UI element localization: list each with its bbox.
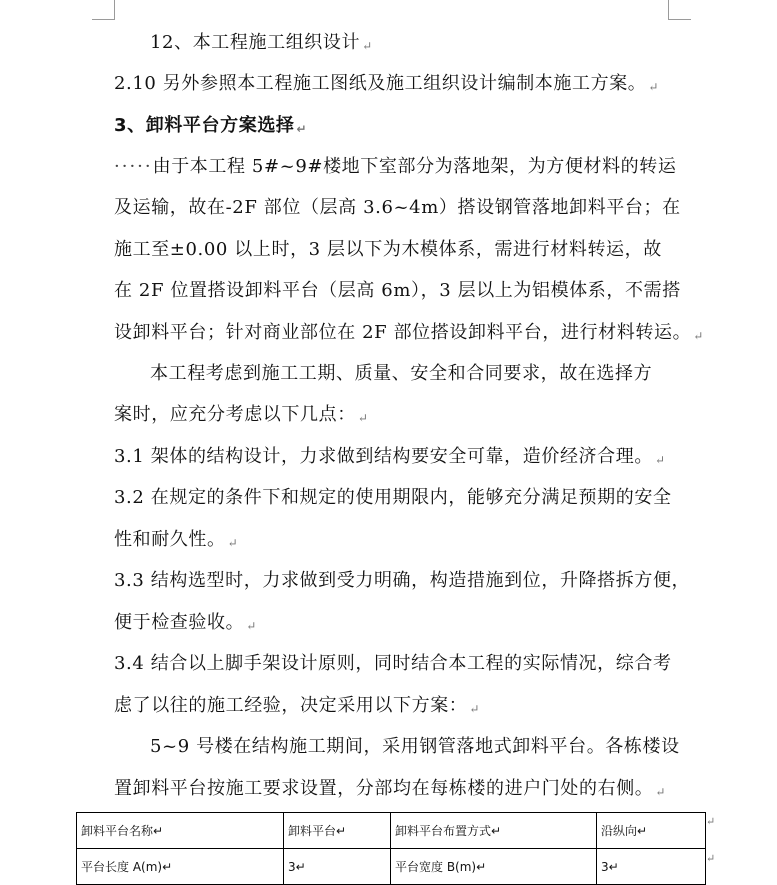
paragraph-mark-icon: ↵ bbox=[654, 453, 666, 467]
table-cell: 3↵ bbox=[597, 849, 706, 885]
paragraph-line: 设卸料平台；针对商业部位在 2F 部位搭设卸料平台，进行材料转运。 ↵ bbox=[114, 322, 704, 343]
indent-dots: ····· bbox=[114, 156, 153, 177]
row-end-mark-icon: ↵ bbox=[706, 852, 716, 865]
paragraph-line: 12、本工程施工组织设计 ↵ bbox=[150, 32, 373, 53]
paragraph-line: 便于检查验收。 ↵ bbox=[114, 612, 257, 633]
paragraph-line: 及运输，故在-2F 部位（层高 3.6~4m）搭设钢管落地卸料平台；在 bbox=[114, 197, 681, 218]
paragraph-line: 5~9 号楼在结构施工期间，采用钢管落地式卸料平台。各栋楼设 bbox=[150, 736, 680, 757]
table-cell: 平台长度 A(m)↵ bbox=[77, 849, 284, 885]
table-cell: 卸料平台↵ bbox=[284, 813, 391, 849]
paragraph-line: 施工至±0.00 以上时，3 层以下为木模体系，需进行材料转运，故 bbox=[114, 239, 662, 260]
paragraph-mark-icon: ↵ bbox=[296, 122, 308, 136]
table-row bbox=[77, 813, 706, 849]
paragraph-mark-icon: ↵ bbox=[362, 39, 373, 53]
paragraph-line: 本工程考虑到施工工期、质量、安全和合同要求，故在选择方 bbox=[150, 363, 653, 384]
paragraph-line: 3.4 结合以上脚手架设计原则，同时结合本工程的实际情况，综合考 bbox=[114, 653, 672, 674]
table-cell: 沿纵向↵ bbox=[597, 813, 706, 849]
paragraph-line: 虑了以往的施工经验，决定采用以下方案： ↵ bbox=[114, 695, 481, 716]
table-cell: 平台宽度 B(m)↵ bbox=[391, 849, 597, 885]
paragraph-mark-icon: ↵ bbox=[693, 329, 704, 343]
paragraph-mark-icon: ↵ bbox=[469, 702, 481, 716]
paragraph-line: ·····由于本工程 5#~9#楼地下室部分为落地架，为方便材料的转运 bbox=[114, 156, 677, 177]
section-heading: 3、卸料平台方案选择 ↵ bbox=[114, 115, 308, 136]
crop-mark-top-left bbox=[114, 0, 115, 20]
paragraph-mark-icon: ↵ bbox=[357, 411, 369, 425]
table-cell: 卸料平台名称↵ bbox=[77, 813, 284, 849]
paragraph-mark-icon: ↵ bbox=[655, 785, 667, 799]
paragraph-mark-icon: ↵ bbox=[648, 80, 660, 94]
paragraph-line: 3.2 在规定的条件下和规定的使用期限内，能够充分满足预期的安全 bbox=[114, 487, 672, 508]
paragraph-line: 性和耐久性。 ↵ bbox=[114, 529, 239, 550]
platform-parameter-table bbox=[76, 812, 706, 885]
paragraph-line: 案时，应充分考虑以下几点： ↵ bbox=[114, 404, 369, 425]
paragraph-line: 2.10 另外参照本工程施工图纸及施工组织设计编制本施工方案。 ↵ bbox=[114, 73, 660, 94]
paragraph-line: 置卸料平台按施工要求设置，分部均在每栋楼的进户门处的右侧。 ↵ bbox=[114, 778, 667, 799]
paragraph-line: 3.3 结构选型时，力求做到受力明确，构造措施到位，升降搭拆方便， bbox=[114, 570, 691, 591]
paragraph-mark-icon: ↵ bbox=[227, 536, 239, 550]
crop-mark-top-left bbox=[92, 19, 115, 20]
table-cell: 卸料平台布置方式↵ bbox=[391, 813, 597, 849]
table-cell: 3↵ bbox=[284, 849, 391, 885]
crop-mark-top-right bbox=[668, 19, 691, 20]
row-end-mark-icon: ↵ bbox=[706, 815, 716, 828]
paragraph-line: 3.1 架体的结构设计，力求做到结构要安全可靠，造价经济合理。 ↵ bbox=[114, 446, 666, 467]
paragraph-line: 在 2F 位置搭设卸料平台（层高 6m），3 层以上为铝模体系，不需搭 bbox=[114, 280, 681, 301]
crop-mark-top-right bbox=[668, 0, 669, 20]
table-row bbox=[77, 849, 706, 885]
paragraph-mark-icon: ↵ bbox=[246, 619, 257, 633]
